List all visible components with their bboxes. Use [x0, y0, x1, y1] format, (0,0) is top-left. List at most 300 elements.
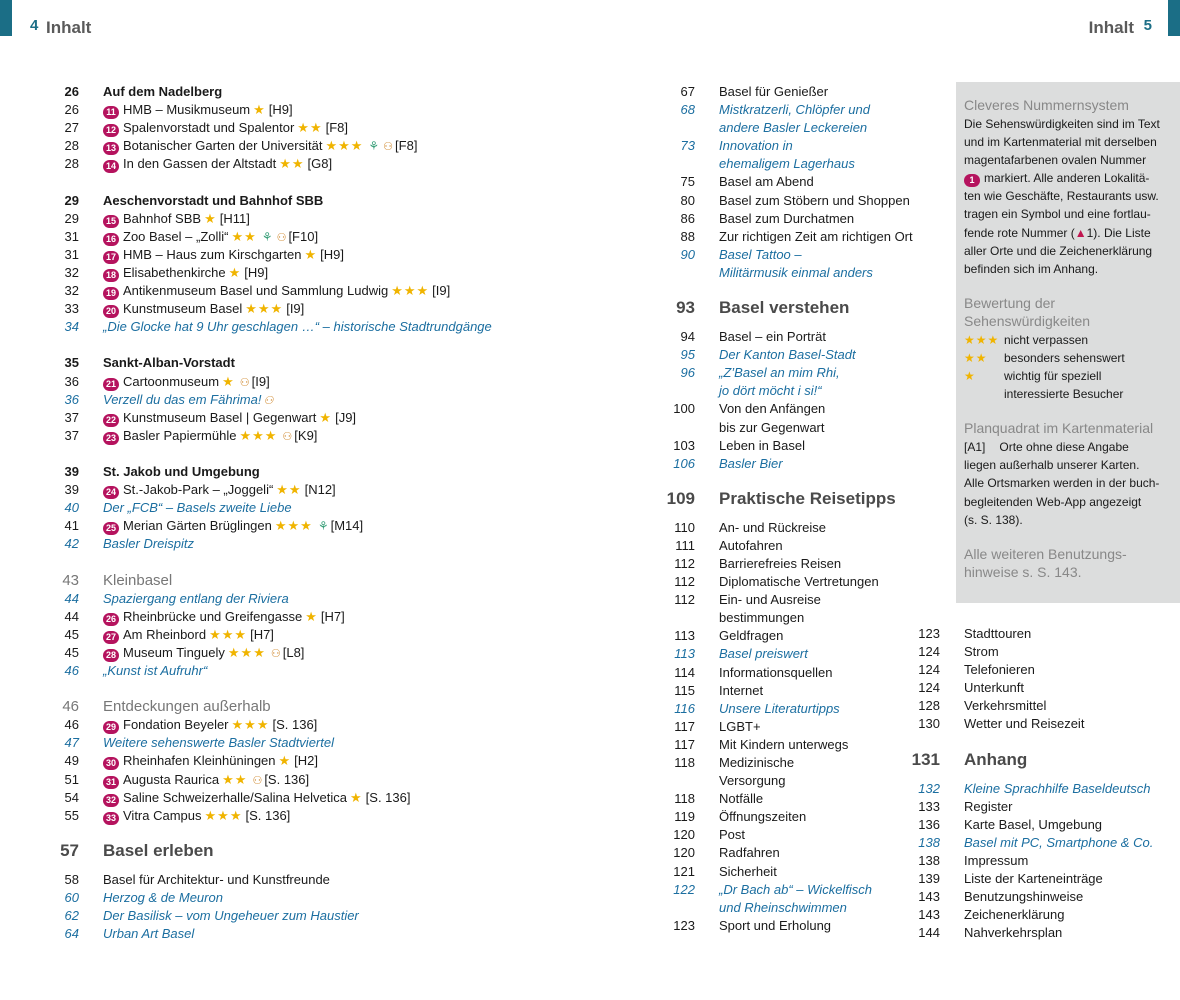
child-friendly-icon: ⚇ [276, 231, 287, 244]
sight-number-badge: 21 [103, 378, 119, 391]
map-reference: [I9] [432, 283, 451, 299]
toc-feature-entry[interactable] [719, 155, 939, 173]
entry-title: Aeschenvorstadt und Bahnhof SBB [103, 192, 324, 208]
sight-number-badge: 28 [103, 649, 119, 662]
toc-entry[interactable] [674, 555, 939, 573]
section-heading[interactable] [676, 290, 939, 326]
page-number: 39 [64, 463, 79, 479]
toc-entry[interactable] [719, 419, 939, 437]
entry-title: Basel für Genießer [719, 84, 829, 99]
page-number: 86 [680, 210, 695, 226]
entry-title: Zur richtigen Zeit am richtigen Ort [719, 228, 913, 244]
entry-title: Barrierefreies Reisen [719, 555, 842, 571]
page-number: 31 [64, 228, 79, 244]
legend-text: besonders sehenswert [1004, 350, 1125, 365]
entry-title: Fondation Beyeler [123, 717, 229, 733]
page-number: 109 [666, 488, 695, 508]
rating-stars-icon: ★★★ [245, 301, 284, 317]
page-number: 131 [911, 749, 940, 769]
entry-title: Diplomatische Vertretungen [719, 574, 879, 590]
legend-row [964, 331, 1172, 349]
page-number: 119 [674, 809, 695, 825]
toc-feature-entry[interactable] [64, 907, 603, 925]
toc-feature-entry[interactable] [680, 346, 939, 364]
page-number: 39 [64, 482, 79, 498]
spacer [719, 473, 939, 481]
toc-sight-entry[interactable] [64, 228, 603, 246]
page-number: 124 [918, 662, 940, 678]
toc-feature-entry[interactable] [719, 382, 939, 400]
toc-entry[interactable] [64, 871, 603, 889]
page-number: 60 [64, 889, 79, 905]
chapter-heading[interactable] [62, 698, 603, 716]
page-number: 124 [918, 644, 940, 660]
chapter-heading[interactable] [64, 192, 603, 210]
entry-title: Museum Tinguely [123, 644, 225, 660]
toc-sight-entry[interactable] [64, 771, 603, 789]
entry-title: Basel am Abend [719, 174, 814, 190]
toc-sight-entry[interactable] [64, 608, 603, 626]
legend-text: nicht verpassen [1004, 332, 1089, 347]
page-number: 114 [674, 664, 695, 680]
rating-stars-icon: ★ [222, 373, 235, 389]
toc-entry[interactable] [674, 591, 939, 609]
page-number: 112 [674, 592, 695, 608]
page-number: 29 [64, 192, 79, 208]
rating-stars-icon: ★ [204, 210, 217, 226]
map-reference: [L8] [282, 644, 305, 660]
entry-title: bestimmungen [719, 610, 805, 626]
entry-title: Basel zum Stöbern und Shoppen [719, 192, 910, 208]
page-number: 96 [680, 365, 695, 381]
toc-entry[interactable] [918, 625, 1174, 643]
toc-entry[interactable] [918, 852, 1174, 870]
entry-title: Spaziergang entlang der Riviera [103, 590, 289, 606]
rating-stars-icon: ★★★ [239, 427, 278, 443]
page-number: 42 [64, 536, 79, 552]
page-number: 93 [676, 298, 695, 318]
toc-feature-entry[interactable] [673, 455, 939, 473]
entry-title: Herzog & de Meuron [103, 889, 223, 905]
page-number: 138 [918, 834, 940, 850]
entry-title: Benutzungshinweise [964, 889, 1084, 905]
page-number: 120 [673, 845, 695, 861]
toc-sight-entry[interactable] [64, 409, 603, 427]
entry-title: Basel Tattoo – [719, 246, 802, 262]
page-number: 44 [64, 590, 79, 606]
entry-title: Basel preiswert [719, 646, 808, 662]
toc-feature-entry[interactable] [719, 119, 939, 137]
page-number: 35 [64, 355, 79, 371]
page-number: 117 [674, 718, 695, 734]
toc-feature-entry[interactable] [918, 780, 1174, 798]
toc-entry[interactable] [918, 697, 1174, 715]
entry-title: Merian Gärten Brüglingen [123, 518, 272, 534]
page-number: 75 [680, 174, 695, 190]
toc-sight-entry[interactable] [64, 210, 603, 228]
info-heading-numbering: Cleveres Nummernsystem [964, 97, 1129, 113]
entry-title: LGBT+ [719, 718, 761, 734]
sight-number-badge: 12 [103, 124, 119, 137]
page-number: 67 [680, 84, 695, 99]
page-number: 136 [918, 816, 940, 832]
entry-title: HMB – Haus zum Kirschgarten [123, 246, 302, 262]
section-heading[interactable] [911, 742, 1174, 778]
toc-entry[interactable] [918, 798, 1174, 816]
chapter-heading[interactable] [64, 354, 603, 372]
page-number: 112 [674, 555, 695, 571]
toc-feature-entry[interactable] [64, 662, 603, 680]
map-reference: [S. 136] [245, 807, 291, 823]
sight-number-badge: 11 [103, 106, 119, 119]
sight-number-badge: 27 [103, 631, 119, 644]
toc-feature-entry[interactable] [918, 834, 1174, 852]
toc-feature-entry[interactable] [64, 590, 603, 608]
page-number: 106 [673, 455, 695, 471]
toc-entry[interactable] [680, 328, 939, 346]
entry-title: Basler Bier [719, 455, 783, 471]
entry-title: Kunstmuseum Basel [123, 301, 243, 317]
toc-sight-entry[interactable] [64, 119, 603, 137]
child-friendly-icon: ⚇ [383, 141, 394, 154]
entry-title: Botanischer Garten der Universität [123, 138, 323, 154]
page-number: 41 [64, 518, 79, 534]
sight-number-badge: 16 [103, 233, 119, 246]
sight-number-badge: 22 [103, 414, 119, 427]
toc-sight-entry[interactable] [64, 101, 603, 119]
page-number: 118 [674, 755, 695, 770]
entry-title: Praktische Reisetipps [719, 488, 896, 508]
rating-stars-icon: ★★★ [231, 717, 270, 733]
entry-title: „Die Glocke hat 9 Uhr geschlagen …“ – historische Stadtrundgänge [103, 319, 492, 335]
toc-feature-entry[interactable] [680, 137, 939, 155]
toc-entry[interactable] [918, 661, 1174, 679]
entry-title: Von den Anfängen [719, 401, 826, 417]
page-number: 44 [64, 608, 79, 624]
rating-stars-icon: ★★★ [209, 626, 248, 642]
entry-title: Rheinbrücke und Greifengasse [123, 608, 303, 624]
toc-entry[interactable] [673, 437, 939, 455]
entry-title: Basel verstehen [719, 298, 850, 318]
toc-entry[interactable] [918, 924, 1174, 942]
entry-title: Unterkunft [964, 680, 1024, 696]
page-number: 57 [60, 840, 79, 860]
toc-sight-entry[interactable] [64, 716, 603, 734]
toc-sight-entry[interactable] [64, 807, 603, 825]
toc-feature-entry[interactable] [64, 734, 603, 752]
entry-title: Stadttouren [964, 626, 1032, 641]
chapter-heading[interactable] [62, 571, 603, 590]
entry-title: Saline Schweizerhalle/Salina Helvetica [123, 789, 348, 805]
map-reference: [J9] [335, 409, 357, 425]
sight-number-badge: 14 [103, 160, 119, 173]
spacer [103, 445, 603, 463]
page-number: 122 [673, 881, 695, 897]
toc-sight-entry[interactable] [64, 282, 603, 300]
toc-right-column [911, 625, 1174, 942]
nature-icon: ⚘ [261, 229, 273, 244]
toc-feature-entry[interactable] [680, 364, 939, 382]
rating-stars-icon: ★★★ [391, 283, 430, 299]
toc-feature-entry[interactable] [64, 391, 603, 409]
page-number: 124 [918, 680, 940, 696]
toc-sight-entry[interactable] [64, 752, 603, 770]
toc-entry[interactable] [918, 870, 1174, 888]
map-reference: [N12] [304, 482, 336, 498]
rating-stars-icon: ★★ [276, 482, 302, 498]
toc-sight-entry[interactable] [64, 644, 603, 662]
entry-title: Notfälle [719, 791, 764, 807]
entry-title: Telefonieren [964, 662, 1035, 678]
sight-number-badge: 29 [103, 721, 119, 734]
entry-title: Liste der Karteneinträge [964, 871, 1103, 887]
right-page-tab [1168, 0, 1180, 36]
toc-sight-entry[interactable] [64, 246, 603, 264]
entry-title: Rheinhafen Kleinhüningen [123, 753, 276, 769]
spacer [964, 734, 1174, 742]
toc-feature-entry[interactable] [64, 318, 603, 336]
rating-stars-icon: ★★ [297, 120, 323, 136]
toc-feature-entry[interactable] [680, 101, 939, 119]
toc-sight-entry[interactable] [64, 789, 603, 807]
info-heading-more: Alle weiteren Benutzungs- hinweise s. S. 143. [964, 545, 1127, 580]
page-number: 112 [674, 574, 695, 590]
chapter-heading[interactable] [64, 463, 603, 481]
entry-title: Basel zum Durchatmen [719, 210, 855, 226]
entry-title: Kleine Sprachhilfe Baseldeutsch [964, 780, 1151, 796]
map-reference: [F10] [288, 228, 319, 244]
page-number: 94 [680, 329, 695, 345]
page-number: 120 [673, 827, 695, 843]
entry-title: Geldfragen [719, 628, 784, 644]
entry-title: Verkehrsmittel [964, 698, 1047, 714]
entry-title: Mit Kindern unterwegs [719, 736, 849, 752]
rating-legend [964, 331, 1172, 403]
sight-number-badge: 18 [103, 269, 119, 282]
entry-title: „Kunst ist Aufruhr“ [103, 663, 208, 678]
map-reference: [S. 136] [272, 717, 318, 733]
map-reference: [I9] [286, 301, 305, 317]
entry-title: In den Gassen der Altstadt [123, 156, 277, 172]
toc-entry[interactable] [918, 715, 1174, 733]
toc-sight-entry[interactable] [64, 626, 603, 644]
left-page-title: Inhalt [46, 18, 92, 37]
toc-feature-entry[interactable] [64, 499, 603, 517]
map-reference: [H11] [219, 210, 250, 226]
page-number: 130 [918, 716, 940, 732]
page-number: 143 [918, 889, 940, 905]
map-reference: [H2] [294, 753, 319, 769]
toc-sight-entry[interactable] [64, 481, 603, 499]
page-number: 123 [673, 917, 695, 933]
toc-entry[interactable] [680, 83, 939, 101]
page-number: 32 [64, 264, 79, 280]
map-reference: [H7] [320, 608, 345, 624]
entry-title: Strom [964, 644, 999, 660]
rating-stars-icon: ★ [319, 409, 333, 425]
nature-icon: ⚘ [368, 139, 380, 154]
sight-number-badge: 23 [103, 432, 119, 445]
entry-title: Anhang [964, 749, 1028, 769]
entry-title: Radfahren [719, 845, 780, 861]
page-number: 111 [675, 537, 695, 553]
map-reference: [H9] [320, 246, 344, 262]
page-number: 28 [64, 138, 79, 154]
toc-entry[interactable] [674, 519, 939, 537]
child-friendly-icon: ⚇ [282, 430, 293, 443]
toc-sight-entry[interactable] [64, 155, 603, 173]
section-heading[interactable] [666, 481, 939, 517]
toc-entry[interactable] [680, 173, 939, 191]
rating-stars-icon [964, 385, 1004, 403]
rating-stars-icon: ★★ [964, 350, 988, 365]
left-page-tab [0, 0, 12, 36]
toc-sight-entry[interactable] [64, 137, 603, 155]
page-number: 46 [64, 717, 79, 733]
sight-number-badge: 33 [103, 812, 119, 825]
entry-title: Öffnungszeiten [719, 809, 807, 825]
nature-icon: ⚘ [317, 519, 329, 534]
entry-title: Sicherheit [719, 863, 777, 879]
toc-feature-entry[interactable] [64, 925, 603, 943]
child-friendly-icon: ⚇ [263, 394, 274, 407]
page-number: 128 [918, 698, 940, 714]
page-number: 90 [680, 246, 695, 262]
toc-sight-entry[interactable] [64, 300, 603, 318]
page-number: 113 [674, 646, 695, 662]
page-number: 113 [674, 628, 695, 644]
toc-feature-entry[interactable] [719, 264, 939, 282]
entry-title: Karte Basel, Umgebung [964, 816, 1103, 832]
page-number: 32 [64, 283, 79, 299]
entry-title: Post [719, 827, 746, 843]
child-friendly-icon: ⚇ [252, 774, 263, 787]
right-page-number: 5 [1143, 17, 1152, 34]
entry-title: An- und Rückreise [719, 519, 826, 535]
toc-sight-entry[interactable] [64, 517, 603, 535]
entry-title: Der „FCB“ – Basels zweite Liebe [103, 500, 292, 516]
map-reference: [F8] [325, 120, 349, 136]
toc-entry[interactable] [918, 643, 1174, 661]
toc-sight-entry[interactable] [64, 264, 603, 282]
page-number: 26 [64, 102, 79, 118]
page-number: 29 [64, 210, 79, 226]
map-reference: [H7] [250, 626, 274, 642]
toc-entry[interactable] [680, 210, 939, 228]
entry-title: Basler Papiermühle [123, 427, 237, 443]
page-number: 45 [64, 626, 79, 642]
map-reference: [S. 136] [264, 771, 310, 787]
entry-title: Versorgung [719, 773, 786, 789]
page-number: 138 [918, 852, 940, 868]
page-number: 123 [918, 626, 940, 641]
toc-feature-entry[interactable] [680, 246, 939, 264]
map-reference: [G8] [307, 156, 333, 172]
entry-title: Mistkratzerli, Chlöpfer und [719, 102, 870, 118]
page-number: 116 [674, 700, 695, 716]
toc-sight-entry[interactable] [64, 373, 603, 391]
toc-feature-entry[interactable] [64, 889, 603, 907]
entry-title: Register [964, 798, 1013, 814]
rating-stars-icon: ★★ [231, 228, 257, 244]
sight-number-badge: 15 [103, 215, 119, 228]
page-number: 68 [680, 102, 695, 118]
entry-title: bis zur Gegenwart [719, 419, 825, 435]
map-reference: [M14] [330, 518, 364, 534]
info-text-grid: [A1] Orte ohne diese Angabe liegen außerhalb unserer Karten. Alle Ortsmarken werden in der buch- begleitenden Web-App angezeigt (s. S. 138). [964, 440, 1160, 527]
page-number: 62 [64, 908, 79, 924]
sight-number-badge: 26 [103, 613, 119, 626]
rating-stars-icon: ★ [304, 246, 318, 262]
toc-sight-entry[interactable] [64, 427, 603, 445]
page-number: 64 [64, 926, 79, 942]
rating-stars-icon: ★★★ [274, 518, 313, 534]
rating-stars-icon: ★★ [279, 156, 305, 172]
page-number: 88 [680, 228, 695, 244]
entry-title: Informationsquellen [719, 664, 833, 680]
toc-feature-entry[interactable] [64, 535, 603, 553]
map-reference: [K9] [294, 427, 318, 443]
toc-left-column [60, 83, 603, 943]
legend-row [964, 367, 1172, 385]
rating-stars-icon: ★ [253, 102, 266, 118]
map-reference: [F8] [395, 138, 418, 154]
entry-title: St. Jakob und Umgebung [103, 463, 260, 479]
entry-title: Verzell du das em Fährima! [103, 391, 262, 407]
rating-stars-icon: ★★★ [964, 332, 1000, 347]
entry-title: Basler Dreispitz [103, 536, 195, 552]
toc-entry[interactable] [680, 192, 939, 210]
entry-title: Auf dem Nadelberg [103, 84, 223, 99]
sight-number-badge: 30 [103, 757, 119, 770]
section-heading[interactable] [60, 833, 603, 869]
entry-title: Der Basilisk – vom Ungeheuer zum Haustier [103, 908, 359, 924]
toc-entry[interactable] [673, 400, 939, 418]
right-page-title: Inhalt [1088, 18, 1134, 37]
toc-entry[interactable] [680, 228, 939, 246]
legend-row [964, 349, 1172, 367]
child-friendly-icon: ⚇ [239, 376, 250, 389]
toc-entry[interactable] [918, 679, 1174, 697]
page-number: 118 [674, 791, 695, 807]
page-number: 100 [673, 401, 695, 417]
chapter-heading[interactable] [64, 83, 603, 101]
entry-title: Kleinbasel [103, 571, 173, 589]
page-number: 40 [64, 500, 79, 516]
page-number: 132 [918, 780, 940, 796]
entry-title: Urban Art Basel [103, 926, 195, 942]
page-number: 103 [673, 437, 695, 453]
toc-entry[interactable] [675, 537, 939, 555]
sight-number-badge: 25 [103, 522, 119, 535]
spacer [103, 173, 603, 191]
legend-text: wichtig für speziell [1004, 369, 1102, 384]
toc-entry[interactable] [674, 573, 939, 591]
entry-title: Unsere Literaturtipps [719, 700, 840, 716]
entry-title: Impressum [964, 852, 1029, 868]
spacer [103, 336, 603, 354]
map-reference: [S. 136] [365, 789, 411, 805]
rating-stars-icon: ★ [305, 608, 318, 624]
left-page-number: 4 [30, 17, 39, 34]
toc-entry[interactable] [918, 906, 1174, 924]
page-number: 46 [64, 663, 79, 678]
rating-stars-icon: ★★★ [325, 138, 364, 154]
info-heading-grid: Planquadrat im Kartenmaterial [964, 420, 1154, 437]
toc-entry[interactable] [918, 888, 1174, 906]
page-number: 43 [62, 571, 79, 589]
toc-entry[interactable] [918, 816, 1174, 834]
